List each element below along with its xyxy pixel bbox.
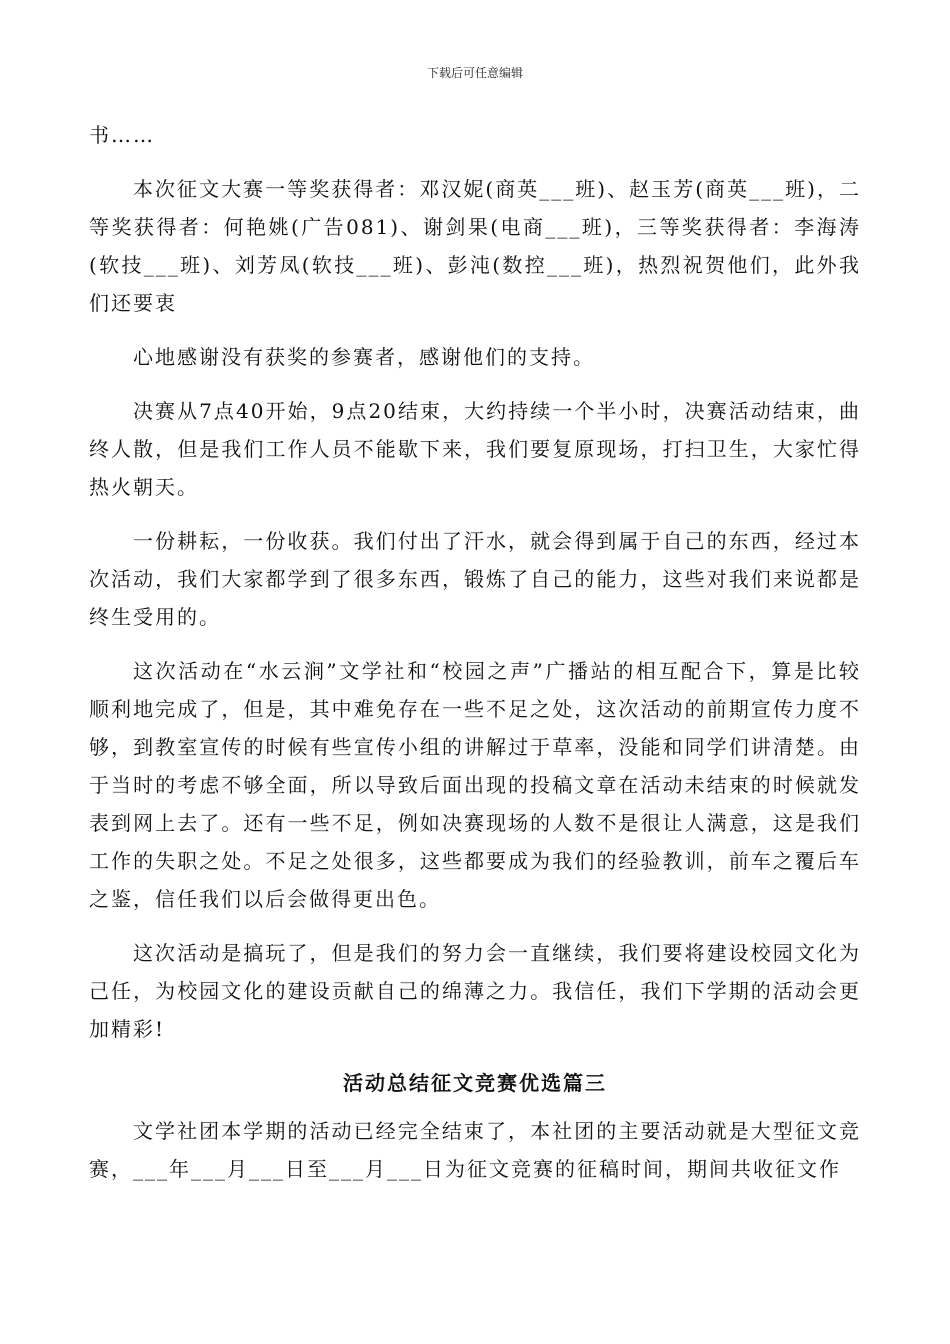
paragraph-1: 书……	[89, 123, 155, 147]
paragraph-7: 这次活动是搞玩了，但是我们的努力会一直继续，我们要将建设校园文化为己任，为校园文化的建设贡献自己的绵薄之力。我信任，我们下学期的活动会更加精彩!	[89, 941, 861, 1041]
paragraph-6: 这次活动在“水云涧”文学社和“校园之声”广播站的相互配合下，算是比较顺利地完成了，但是，其中难免存在一些不足之处，这次活动的前期宣传力度不够，到教室宣传的时候有些宣传小组的讲解过于草率，没能和同学们讲清楚。由于当时的考虑不够全面，所以导致后面出现的投稿文章在活动未结束的时候就发表到网上去了。还有一些不足，例如决赛现场的人数不是很让人满意，这是我们工作的失职之处。不足之处很多，这些都要成为我们的经验教训，前车之覆后车之鉴，信任我们以后会做得更出色。	[89, 659, 861, 911]
document-body	[89, 116, 861, 1188]
paragraph-4: 决赛从7点40开始，9点20结束，大约持续一个半小时，决赛活动结束，曲终人散，但是我们工作人员不能歇下来，我们要复原现场，打扫卫生，大家忙得热火朝天。	[89, 399, 861, 499]
paragraph-3: 心地感谢没有获奖的参赛者，感谢他们的支持。	[133, 345, 595, 369]
paragraph-5: 一份耕耘，一份收获。我们付出了汗水，就会得到属于自己的东西，经过本次活动，我们大家都学到了很多东西，锻炼了自己的能力，这些对我们来说都是终生受用的。	[89, 529, 861, 629]
paragraph-2: 本次征文大赛一等奖获得者：邓汉妮(商英___班)、赵玉芳(商英___班)，二等奖获得者：何艳姚(广告081)、谢剑果(电商___班)，三等奖获得者：李海涛(软技___班)、刘芳凤(软技___班)、彭沌(数控___班)，热烈祝贺他们，此外我们还要衷	[89, 177, 861, 315]
section-paragraph: 文学社团本学期的活动已经完全结束了，本社团的主要活动就是大型征文竞赛，___年___月___日至___月___日为征文竞赛的征稿时间，期间共收征文作	[89, 1119, 861, 1181]
section-title: 活动总结征文竞赛优选篇三	[343, 1071, 607, 1095]
page-header-note: 下载后可任意编辑	[426, 66, 523, 80]
